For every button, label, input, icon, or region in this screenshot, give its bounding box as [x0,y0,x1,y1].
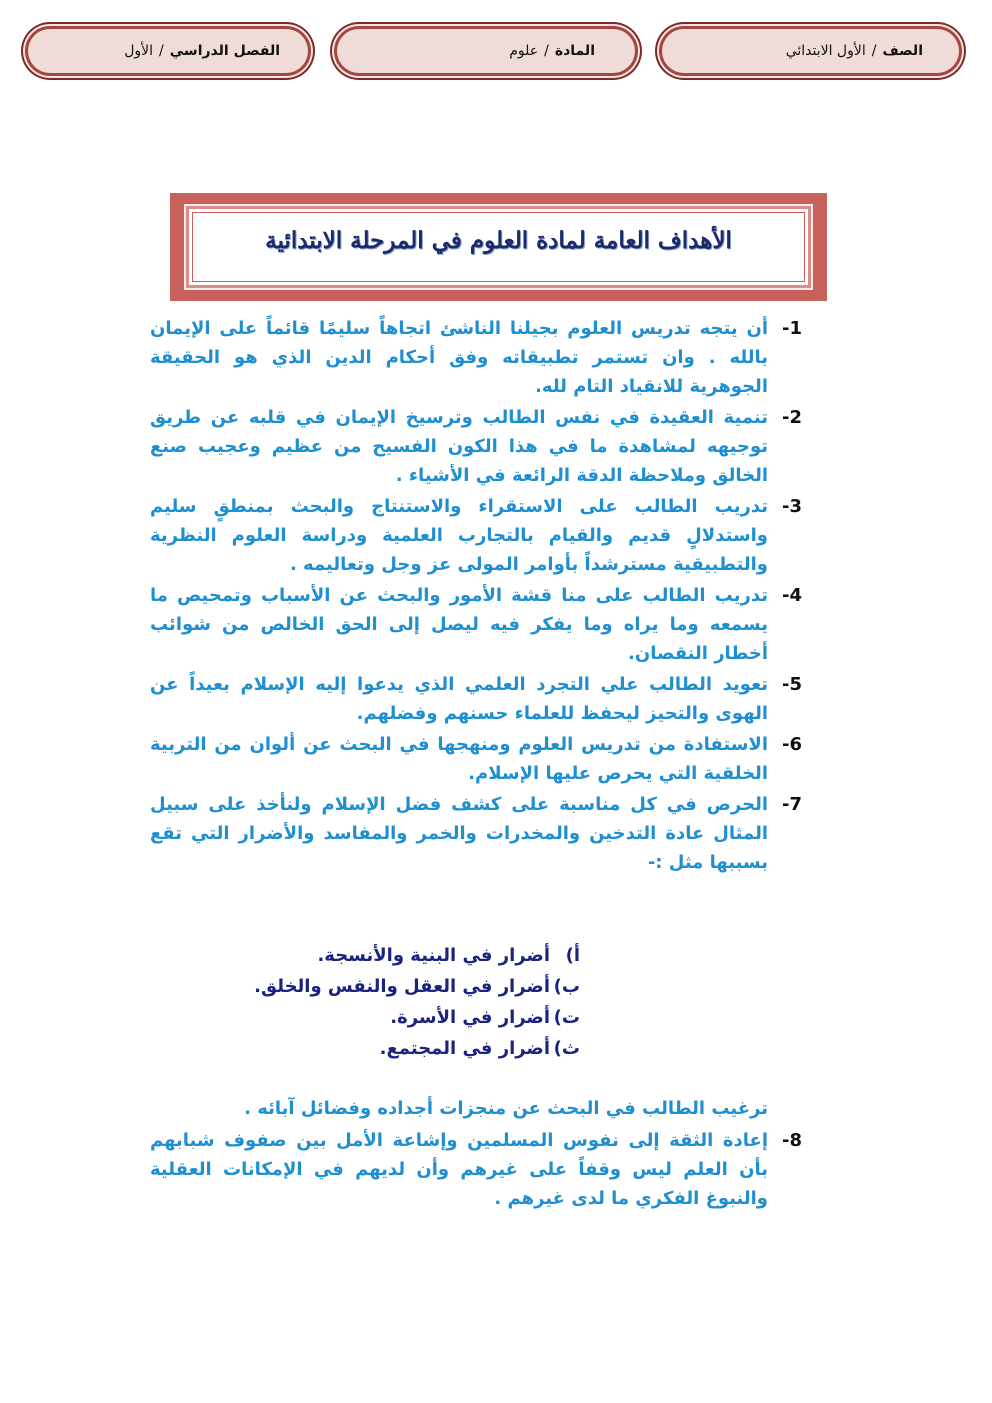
goal-item-7 [150,790,802,877]
sub-marker: ب) [553,976,580,997]
term-label: الفصل الدراسي [169,43,280,59]
goal-text: تعويد الطالب علي التجرد العلمي الذي يدعوا إليه الإسلام بعيداً عن الهوى والتحيز ليحفظ للعلماء حسنهم وفضلهم. [150,674,768,724]
sub-item [240,1002,580,1033]
goal-number: 8- [781,1130,802,1151]
subject-value: علوم [509,43,539,59]
sub-marker: ث) [553,1038,580,1059]
sub-item [240,971,580,1002]
sub-item [240,940,580,971]
goal-item-5 [150,670,802,728]
grade-value: الأول الابتدائي [785,43,866,59]
extra-goal-line: ترغيب الطالب في البحث عن منجزات أجداده وفضائل آبائه . [244,1098,768,1119]
goal-number: 2- [781,407,802,428]
sub-text: أضرار في الأسرة. [390,1007,550,1028]
goal-item-8 [150,1126,802,1213]
goal-item-1 [150,314,802,401]
goals-list [150,314,802,879]
goal-item-3 [150,492,802,579]
goal-text: تدريب الطالب على الاستقراء والاستنتاج والبحث بمنطقٍ سليم واستدلالٍ قديم والقيام بالتجارب العلمية ودراسة العلوم النظرية والتطبيقية مسترشداً بأوامر المولى عز وجل وتعاليمه . [150,496,768,575]
grade-label: الصف [882,43,923,59]
goal-text: تدريب الطالب على منا قشة الأمور والبحث عن الأسباب وتمحيص ما يسمعه وما يراه وما يفكر فيه ليصل إلى الحق الخالص من شوائب أخطار النقصان. [150,585,768,664]
goal-number: 4- [781,585,802,606]
goal-number: 1- [781,318,802,339]
goal-number: 3- [781,496,802,517]
goal-text: الحرص في كل مناسبة على كشف فضل الإسلام ولنأخذ على سبيل المثال عادة التدخين والمخدرات والخمر والمفاسد والأضرار التي تقع بسببها مثل :- [150,794,768,873]
goal-number: 6- [781,734,802,755]
subject-separator: / [544,43,549,59]
header-term-box [28,29,308,73]
goal-text: تنمية العقيدة في نفس الطالب وترسيخ الإيمان في قلبه عن طريق توجيهه لمشاهدة ما في هذا الكون الفسيح من عظيم وعجيب صنع الخالق وملاحظة الدقة الرائعة في الأشياء . [150,407,768,486]
goal-item-8-wrapper [150,1126,802,1215]
title-inner-box [184,204,813,290]
goal-text: أن يتجه تدريس العلوم بجيلنا الناشئ اتجاهاً سليمًا قائماً على الإيمان بالله . وان تستمر تطبيقاته وفق أحكام الدين الذي هو الحقيقة الجوهرية للانقياد التام لله. [150,318,768,397]
goal-item-4 [150,581,802,668]
sub-text: أضرار في البنية والأنسجة. [317,945,550,966]
goal-number: 5- [781,674,802,695]
goal-item-2 [150,403,802,490]
term-value: الأول [124,43,154,59]
sub-item [240,1033,580,1064]
harms-sublist [240,940,580,1064]
grade-separator: / [871,43,877,59]
goal-item-6 [150,730,802,788]
header-subject-box [337,29,635,73]
title-frame [170,193,827,301]
goal-number: 7- [781,794,802,815]
header-grade-box [662,29,959,73]
sub-text: أضرار في المجتمع. [379,1038,550,1059]
sub-marker: أ) [565,945,580,966]
term-separator: / [159,43,164,59]
goal-text: الاستفادة من تدريس العلوم ومنهجها في البحث عن ألوان من التربية الخلقية التي يحرص عليها الإسلام. [150,734,768,784]
goal-text: إعادة الثقة إلى نفوس المسلمين وإشاعة الأمل بين صفوف شبابهم بأن العلم ليس وقفاً على غيرهم وأن لديهم في الإمكانات العقلية والنبوغ الفكري ما لدى غيرهم . [150,1130,768,1209]
page-title: الأهداف العامة لمادة العلوم في المرحلة الابتدائية [265,227,732,254]
sub-text: أضرار في العقل والنفس والخلق. [254,976,550,997]
subject-label: المادة [554,43,595,59]
sub-marker: ت) [553,1007,580,1028]
